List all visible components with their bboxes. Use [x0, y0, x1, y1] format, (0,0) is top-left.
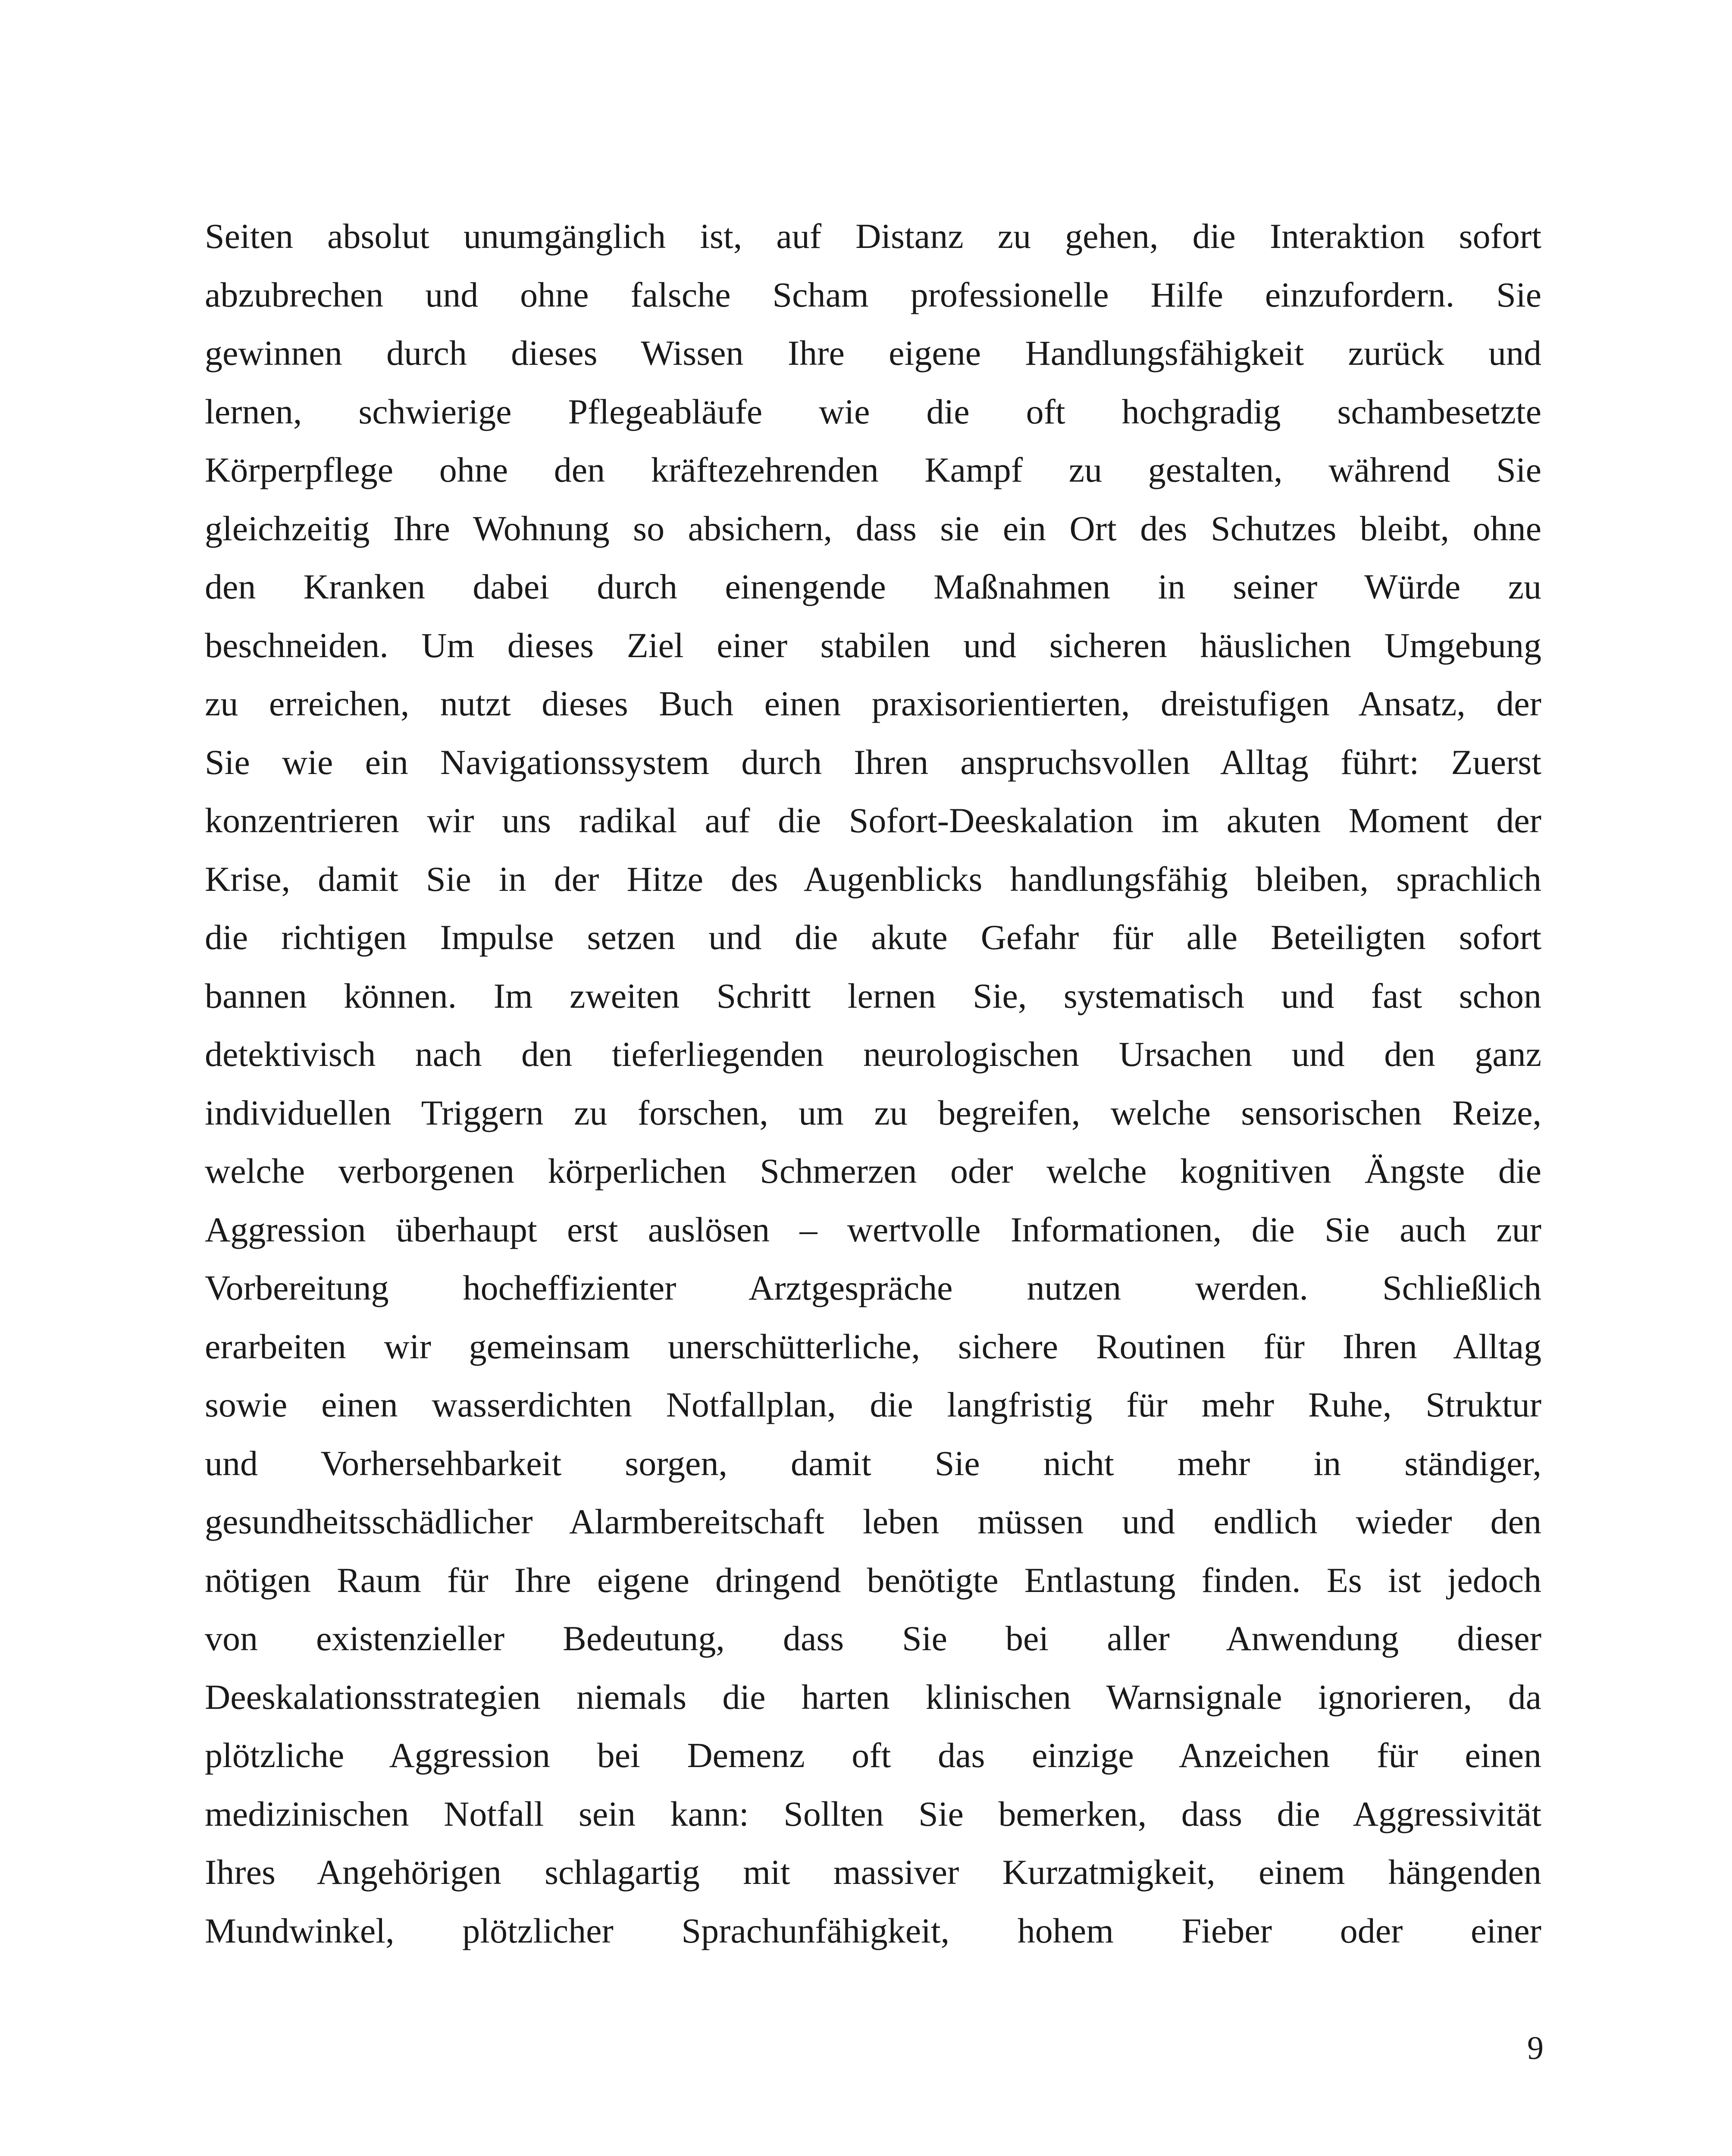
- text-line: gewinnen durch dieses Wissen Ihre eigene Handlungsfähigkeit zurück und: [205, 333, 1541, 373]
- text-line: Deeskalationsstrategien niemals die harten klinischen Warnsignale ignorieren, da: [205, 1677, 1541, 1717]
- text-line: und Vorhersehbarkeit sorgen, damit Sie nicht mehr in ständiger,: [205, 1443, 1541, 1483]
- text-line: individuellen Triggern zu forschen, um zu begreifen, welche sensorischen Reize,: [205, 1093, 1541, 1132]
- text-line: medizinischen Notfall sein kann: Sollten Sie bemerken, dass die Aggressivität: [205, 1794, 1541, 1833]
- text-line: Mundwinkel, plötzlicher Sprachunfähigkeit, hohem Fieber oder einer: [205, 1911, 1541, 1950]
- text-line: zu erreichen, nutzt dieses Buch einen praxisorientierten, dreistufigen Ansatz, der: [205, 684, 1541, 723]
- text-line: Seiten absolut unumgänglich ist, auf Distanz zu gehen, die Interaktion sofort: [205, 216, 1541, 256]
- text-line: Körperpflege ohne den kräftezehrenden Kampf zu gestalten, während Sie: [205, 450, 1541, 489]
- text-line: beschneiden. Um dieses Ziel einer stabilen und sicheren häuslichen Umgebung: [205, 625, 1541, 665]
- text-line: Aggression überhaupt erst auslösen – wertvolle Informationen, die Sie auch zur: [205, 1210, 1541, 1249]
- text-line: gesundheitsschädlicher Alarmbereitschaft leben müssen und endlich wieder den: [205, 1502, 1541, 1541]
- text-line: plötzliche Aggression bei Demenz oft das einzige Anzeichen für einen: [205, 1736, 1541, 1775]
- text-line: gleichzeitig Ihre Wohnung so absichern, dass sie ein Ort des Schutzes bleibt, ohne: [205, 508, 1541, 548]
- text-line: Ihres Angehörigen schlagartig mit massiver Kurzatmigkeit, einem hängenden: [205, 1852, 1541, 1892]
- page-number: 9: [1527, 2030, 1544, 2066]
- text-line: den Kranken dabei durch einengende Maßnahmen in seiner Würde zu: [205, 567, 1541, 606]
- text-line: detektivisch nach den tieferliegenden neurologischen Ursachen und den ganz: [205, 1034, 1541, 1074]
- text-line: abzubrechen und ohne falsche Scham professionelle Hilfe einzufordern. Sie: [205, 275, 1541, 314]
- text-line: sowie einen wasserdichten Notfallplan, die langfristig für mehr Ruhe, Struktur: [205, 1385, 1541, 1424]
- text-line: konzentrieren wir uns radikal auf die Sofort-Deeskalation im akuten Moment der: [205, 801, 1541, 840]
- body-paragraph: [205, 207, 1541, 1960]
- text-line: erarbeiten wir gemeinsam unerschütterliche, sichere Routinen für Ihren Alltag: [205, 1326, 1541, 1366]
- text-line: die richtigen Impulse setzen und die akute Gefahr für alle Beteiligten sofort: [205, 918, 1541, 957]
- text-line: nötigen Raum für Ihre eigene dringend benötigte Entlastung finden. Es ist jedoch: [205, 1560, 1541, 1600]
- text-line: lernen, schwierige Pflegeabläufe wie die oft hochgradig schambesetzte: [205, 392, 1541, 431]
- text-line: Sie wie ein Navigationssystem durch Ihren anspruchsvollen Alltag führt: Zuerst: [205, 742, 1541, 782]
- text-line: von existenzieller Bedeutung, dass Sie bei aller Anwendung dieser: [205, 1619, 1541, 1658]
- text-line: bannen können. Im zweiten Schritt lernen Sie, systematisch und fast schon: [205, 976, 1541, 1015]
- text-line: Krise, damit Sie in der Hitze des Augenblicks handlungsfähig bleiben, sprachlich: [205, 859, 1541, 899]
- text-line: welche verborgenen körperlichen Schmerzen oder welche kognitiven Ängste die: [205, 1151, 1541, 1191]
- text-line: Vorbereitung hocheffizienter Arztgespräche nutzen werden. Schließlich: [205, 1268, 1541, 1307]
